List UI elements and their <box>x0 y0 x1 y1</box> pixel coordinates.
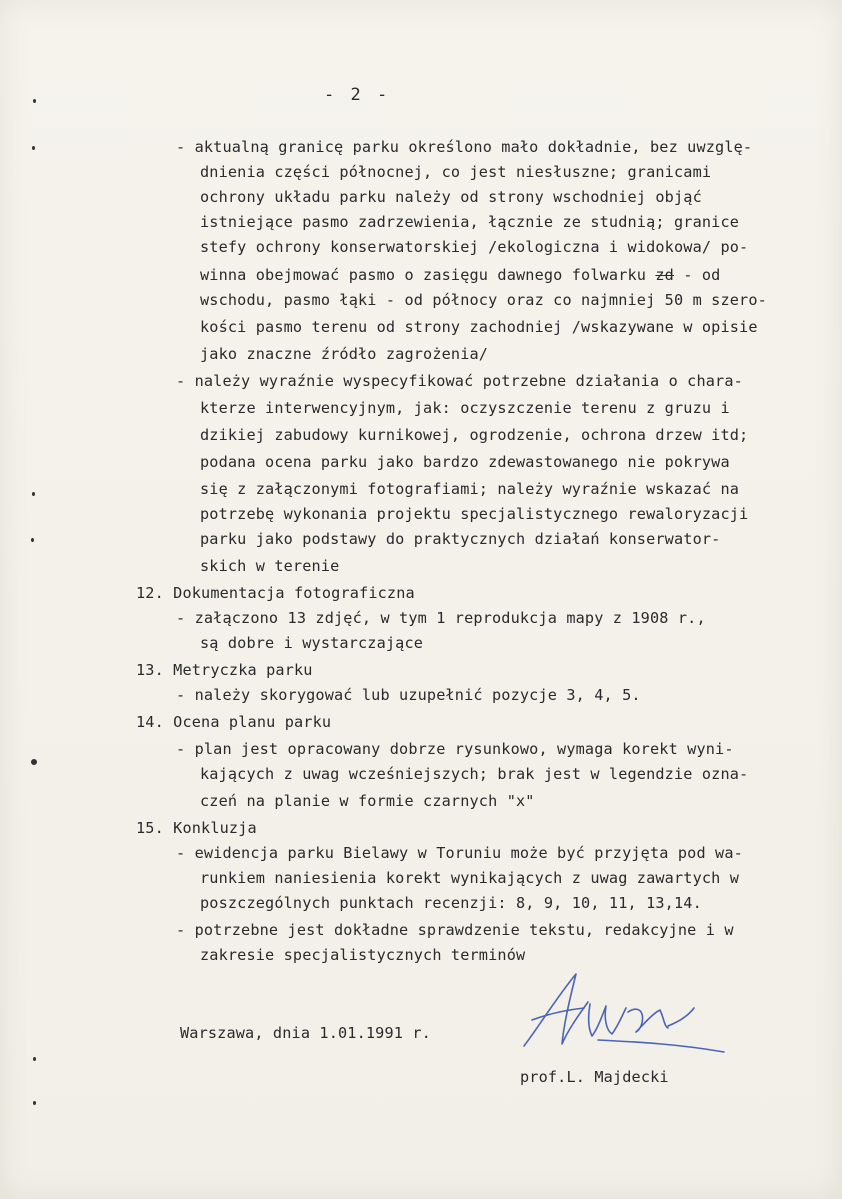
text-line: zakresie specjalistycznych terminów <box>200 946 526 964</box>
text-line: stefy ochrony konserwatorskiej /ekologiczna i widokowa/ po- <box>200 238 749 256</box>
text-line: skich w terenie <box>200 557 340 575</box>
text-line: dzikiej zabudowy kurnikowej, ogrodzenie, ochrona drzew itd; <box>200 426 749 444</box>
text-line: się z załączonymi fotografiami; należy wyraźnie wskazać na <box>200 480 740 498</box>
text-line <box>200 266 720 284</box>
text-line: - aktualną granicę parku określono mało dokładnie, bez uwzglę- <box>176 138 753 156</box>
margin-dot <box>33 99 36 103</box>
section-heading: 12. Dokumentacja fotograficzna <box>136 584 415 602</box>
text-line: czeń na planie w formie czarnych "x" <box>200 792 535 810</box>
text-line: - załączono 13 zdjęć, w tym 1 reprodukcja mapy z 1908 r., <box>176 609 706 627</box>
margin-dot <box>33 1057 36 1061</box>
text-line: są dobre i wystarczające <box>200 634 424 652</box>
text-line: ochrony układu parku należy od strony wschodniej objąć <box>200 188 702 206</box>
margin-dot <box>32 146 35 150</box>
handwritten-signature <box>518 968 728 1058</box>
place-date: Warszawa, dnia 1.01.1991 r. <box>180 1024 431 1042</box>
margin-dot <box>31 538 34 542</box>
text-line: wschodu, pasmo łąki - od północy oraz co najmniej 50 m szero- <box>200 291 767 309</box>
text-line: istniejące pasmo zadrzewienia, łącznie ze studnią; granice <box>200 213 740 231</box>
section-heading: 15. Konkluzja <box>136 819 257 837</box>
text-line: runkiem naniesienia korekt wynikających z uwag zawartych w <box>200 869 740 887</box>
text-line: kości pasmo terenu od strony zachodniej /wskazywane w opisie <box>200 318 758 336</box>
text-line: - należy skorygować lub uzupełnić pozycje 3, 4, 5. <box>176 686 641 704</box>
page-number: - 2 - <box>324 85 391 105</box>
section-heading: 13. Metryczka parku <box>136 661 313 679</box>
text-line: jako znaczne źródło zagrożenia/ <box>200 345 489 363</box>
text-line: potrzebę wykonania projektu specjalistycznego rewaloryzacji <box>200 505 749 523</box>
text-line: - plan jest opracowany dobrze rysunkowo, wymaga korekt wyni- <box>176 740 734 758</box>
author-name: prof.L. Majdecki <box>520 1068 669 1086</box>
text-line-part: - od <box>673 266 721 284</box>
text-line: kających z uwag wcześniejszych; brak jest w legendzie ozna- <box>200 765 749 783</box>
text-line: dnienia części północnej, co jest niesłuszne; granicami <box>200 163 712 181</box>
margin-dot <box>31 759 37 765</box>
text-line: parku jako podstawy do praktycznych działań konserwator- <box>200 530 721 548</box>
text-line: - potrzebne jest dokładne sprawdzenie tekstu, redakcyjne i w <box>176 921 734 939</box>
text-line: kterze interwencyjnym, jak: oczyszczenie terenu z gruzu i <box>200 399 730 417</box>
text-line: - należy wyraźnie wyspecyfikować potrzebne działania o chara- <box>176 372 743 390</box>
text-line: poszczególnych punktach recenzji: 8, 9, 10, 11, 13,14. <box>200 894 702 912</box>
section-heading: 14. Ocena planu parku <box>136 713 332 731</box>
text-line-part: winna obejmować pasmo o zasięgu dawnego folwarku <box>200 266 656 284</box>
struck-text: zd <box>655 266 674 284</box>
text-line: - ewidencja parku Bielawy w Toruniu może być przyjęta pod wa- <box>176 844 743 862</box>
text-line: podana ocena parku jako bardzo zdewastowanego nie pokrywa <box>200 453 730 471</box>
margin-dot <box>32 492 35 496</box>
margin-dot <box>33 1101 36 1105</box>
